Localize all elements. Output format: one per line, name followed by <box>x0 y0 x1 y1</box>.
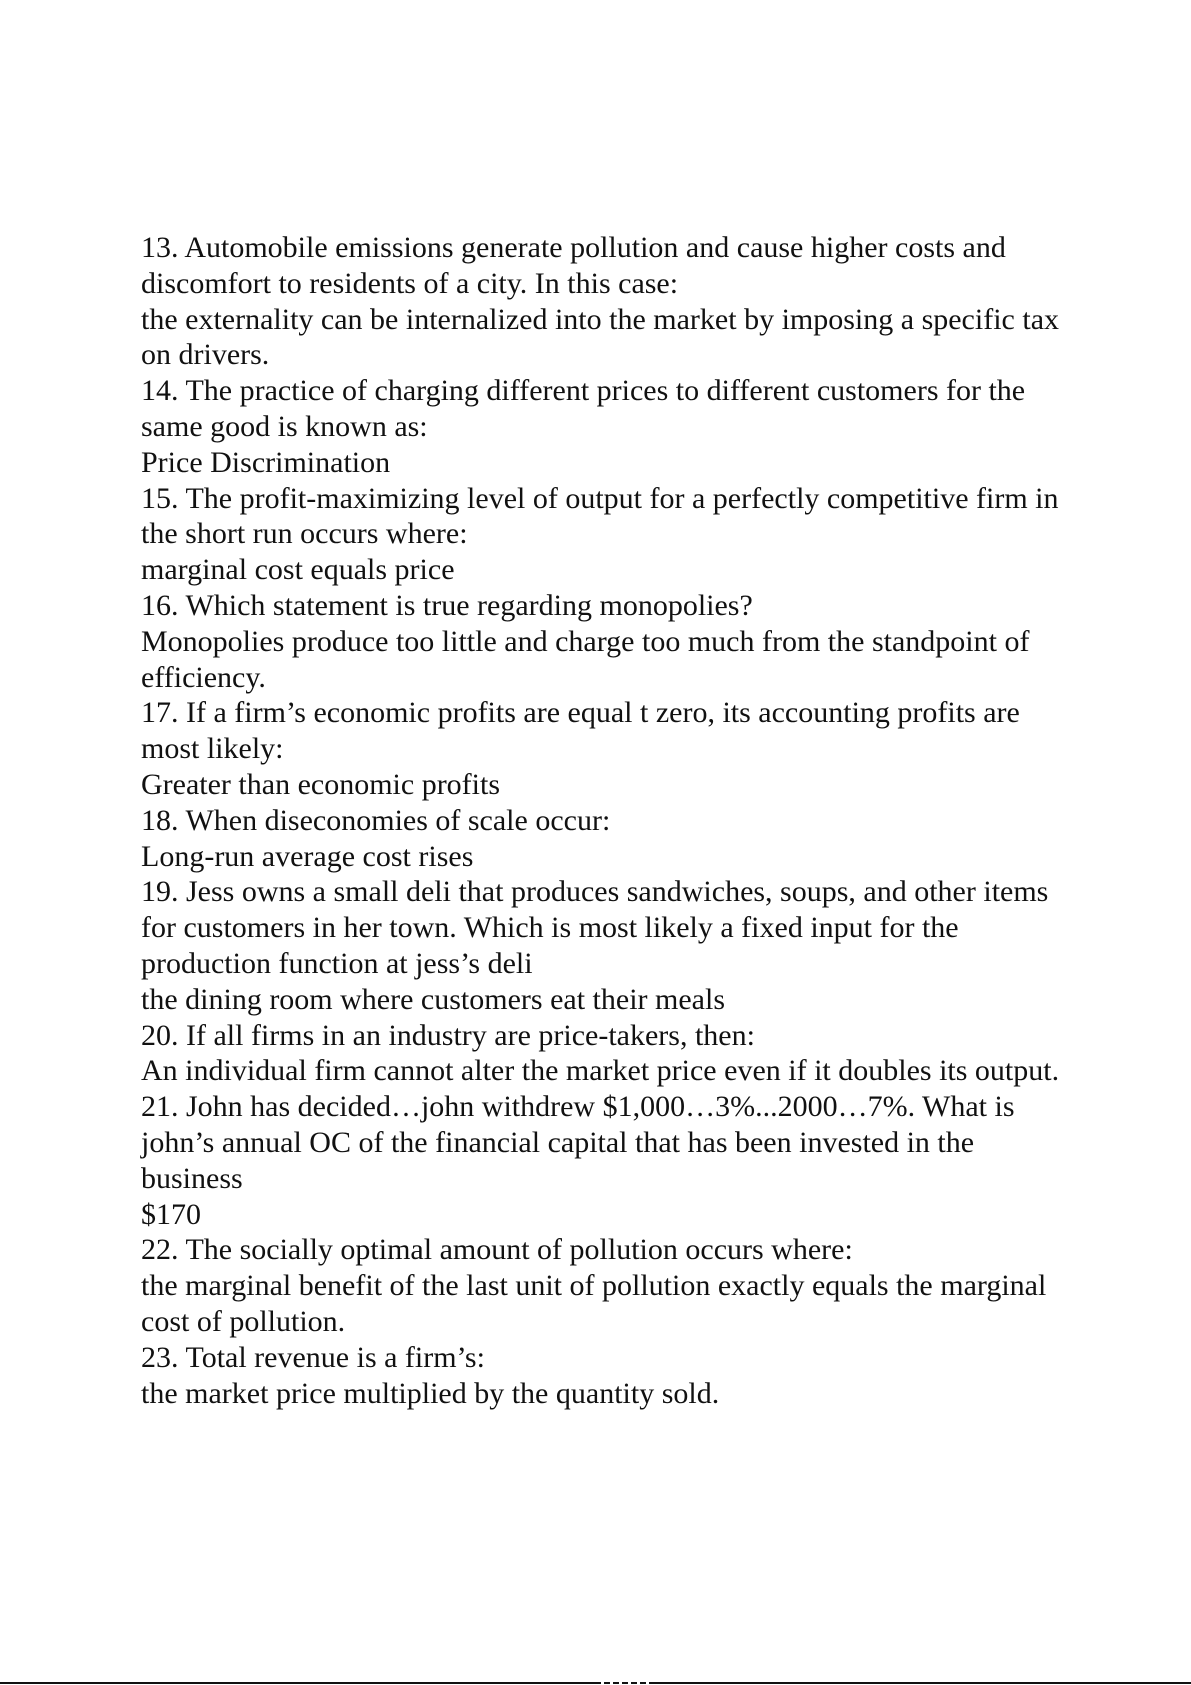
answer-text: Greater than economic profits <box>141 767 501 801</box>
question-text: 20. If all firms in an industry are price-takers, then: <box>141 1018 755 1052</box>
question-text: 17. If a firm’s economic profits are equal t zero, its accounting profits are most likely: <box>141 696 1020 766</box>
qa-item-22 <box>141 1232 1081 1339</box>
answer-text: the marginal benefit of the last unit of pollution exactly equals the marginal cost of pollution. <box>141 1269 1047 1338</box>
question-text: 23. Total revenue is a firm’s: <box>141 1340 485 1374</box>
question-text: 19. Jess owns a small deli that produces sandwiches, soups, and other items for customers in her town. Which is most likely a fixed input for the production function at jess’s deli <box>141 875 1049 980</box>
question-text: 15. The profit-maximizing level of output for a perfectly competitive firm in the short run occurs where: <box>141 481 1059 551</box>
answer-text: $170 <box>141 1197 201 1231</box>
qa-item-19 <box>141 874 1081 1017</box>
answer-text: Long-run average cost rises <box>141 839 474 873</box>
qa-item-23 <box>141 1340 1081 1412</box>
question-text: 22. The socially optimal amount of pollution occurs where: <box>141 1233 853 1267</box>
qa-item-20 <box>141 1018 1081 1090</box>
answer-text: the market price multiplied by the quantity sold. <box>141 1376 720 1410</box>
question-text: 13. Automobile emissions generate pollution and cause higher costs and discomfort to residents of a city. In this case: <box>141 231 1006 300</box>
qa-item-13 <box>141 230 1081 373</box>
answer-text: the externality can be internalized into the market by imposing a specific tax on drivers. <box>141 302 1060 372</box>
qa-item-14 <box>141 373 1081 480</box>
document-body <box>141 230 1081 1411</box>
answer-text: the dining room where customers eat their meals <box>141 982 725 1016</box>
question-text: 21. John has decided…john withdrew $1,000…3%...2000…7%. What is john’s annual OC of the financial capital that has been invested in the business <box>141 1090 1015 1195</box>
answer-text: An individual firm cannot alter the market price even if it doubles its output. <box>141 1054 1060 1088</box>
qa-item-21 <box>141 1089 1081 1232</box>
qa-item-18 <box>141 803 1081 875</box>
page-bottom-rule-pattern <box>595 1682 655 1684</box>
answer-text: marginal cost equals price <box>141 553 455 587</box>
page-bottom-rule <box>0 1682 1191 1684</box>
qa-item-15 <box>141 481 1081 588</box>
question-text: 14. The practice of charging different prices to different customers for the same good is known as: <box>141 374 1026 443</box>
qa-item-17 <box>141 695 1081 802</box>
qa-item-16 <box>141 588 1081 695</box>
answer-text: Monopolies produce too little and charge too much from the standpoint of efficiency. <box>141 624 1030 694</box>
question-text: 18. When diseconomies of scale occur: <box>141 803 611 837</box>
answer-text: Price Discrimination <box>141 445 391 479</box>
question-text: 16. Which statement is true regarding monopolies? <box>141 588 753 622</box>
